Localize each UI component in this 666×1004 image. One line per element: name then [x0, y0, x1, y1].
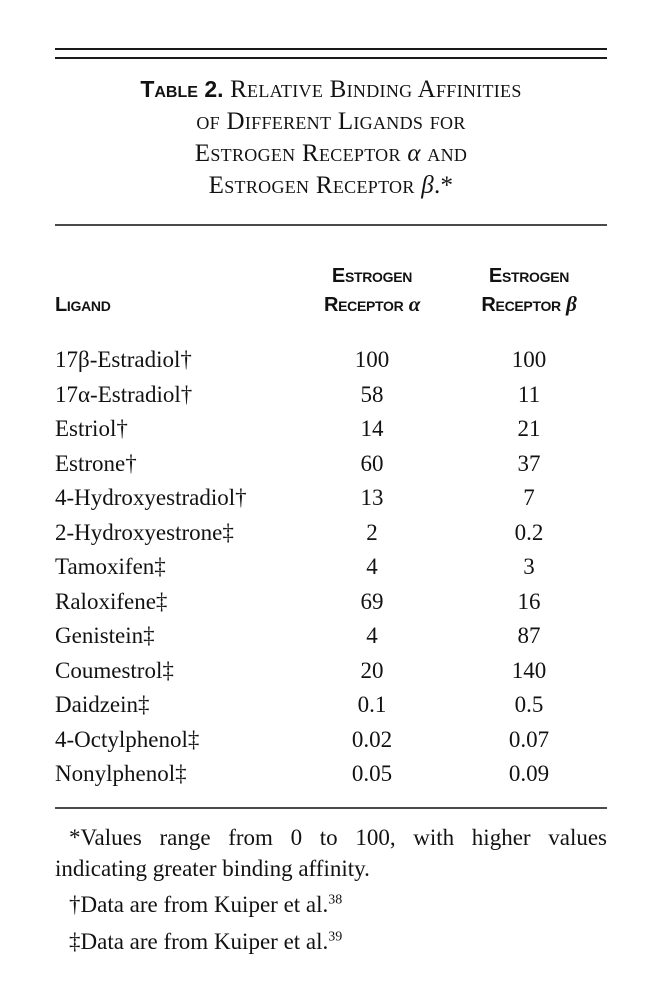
ligand-cell: 2-Hydroxyestrone‡ [55, 519, 234, 545]
table-title-line2: of Different Ligands for [196, 108, 466, 135]
alpha-value: 4 [366, 623, 378, 649]
table-row [55, 481, 607, 516]
ligand-cell: Estrone† [55, 450, 137, 476]
table-row [55, 412, 607, 447]
table-row [55, 585, 607, 620]
ligand-cell: 17β-Estradiol† [55, 347, 192, 373]
beta-value: 16 [517, 588, 541, 614]
beta-value: 0.07 [508, 726, 550, 752]
table-content [55, 48, 607, 957]
alpha-value: 14 [360, 416, 384, 442]
ligand-cell: 4-Hydroxyestradiol† [55, 485, 247, 511]
alpha-value: 20 [360, 657, 384, 683]
table-row [55, 688, 607, 723]
ligand-cell: Raloxifene‡ [55, 588, 168, 614]
alpha-value: 4 [366, 554, 378, 580]
beta-value: 11 [517, 381, 541, 407]
alpha-value: 0.1 [357, 692, 387, 718]
column-header-er-beta: Estrogen Receptor β [481, 265, 577, 316]
ligand-cell: Coumestrol‡ [55, 657, 174, 683]
reference-number: 38 [328, 891, 343, 907]
table-row [55, 516, 607, 551]
ligand-cell: Daidzein‡ [55, 692, 150, 718]
alpha-value: 13 [360, 485, 384, 511]
ligand-cell: Genistein‡ [55, 623, 155, 649]
alpha-value: 60 [360, 450, 384, 476]
table-title-line1: Table 2. Relative Binding Affinities [140, 76, 522, 103]
alpha-value: 100 [354, 347, 390, 373]
beta-value: 100 [511, 347, 547, 373]
beta-symbol: β [421, 172, 434, 199]
table-row [55, 447, 607, 482]
top-double-rule [55, 48, 607, 59]
table-row [55, 723, 607, 758]
beta-value: 0.5 [514, 692, 544, 718]
beta-value: 140 [511, 657, 547, 683]
ligand-cell: Tamoxifen‡ [55, 554, 166, 580]
ligand-cell: Estriol† [55, 416, 128, 442]
column-header-er-alpha: Estrogen Receptor α [323, 265, 421, 316]
alpha-value: 2 [366, 519, 378, 545]
alpha-value: 0.02 [351, 726, 393, 752]
table-bottom-rule [55, 807, 607, 809]
beta-value: 37 [517, 450, 541, 476]
beta-value: 21 [517, 416, 541, 442]
ligand-cell: Nonylphenol‡ [55, 761, 187, 787]
alpha-value: 0.05 [351, 761, 393, 787]
reference-number: 39 [328, 928, 343, 944]
footnote-asterisk: *Values range from 0 to 100, with higher values indicating greater binding affinity. [55, 824, 607, 881]
table-title-line3: Estrogen Receptor α and [194, 140, 468, 167]
beta-value: 3 [523, 554, 535, 580]
alpha-symbol: α [408, 292, 421, 316]
beta-value: 0.09 [508, 761, 550, 787]
table-header-row [55, 262, 607, 319]
table-row [55, 619, 607, 654]
table-row [55, 550, 607, 585]
table-body [55, 343, 607, 792]
alpha-symbol: α [407, 140, 421, 167]
column-header-ligand: Ligand [55, 294, 111, 316]
footnotes [55, 822, 607, 957]
beta-value: 87 [517, 623, 541, 649]
header-top-rule [55, 224, 607, 226]
beta-value: 0.2 [514, 519, 544, 545]
footnote-dagger: †Data are from Kuiper et al.$^{38}$ [69, 891, 343, 917]
beta-value: 7 [523, 485, 535, 511]
table-row [55, 378, 607, 413]
alpha-value: 58 [360, 381, 384, 407]
alpha-value: 69 [360, 588, 384, 614]
table-row [55, 757, 607, 792]
table-title [55, 73, 607, 202]
footnote-double-dagger: ‡Data are from Kuiper et al.$^{39}$ [69, 928, 343, 954]
table-row [55, 654, 607, 689]
table-row [55, 343, 607, 378]
table-title-line4: Estrogen Receptor β.* [208, 172, 454, 199]
table-number-label: Table 2. [140, 76, 224, 102]
ligand-cell: 17α-Estradiol† [55, 381, 193, 407]
ligand-cell: 4-Octylphenol‡ [55, 726, 200, 752]
beta-symbol: β [566, 292, 577, 316]
